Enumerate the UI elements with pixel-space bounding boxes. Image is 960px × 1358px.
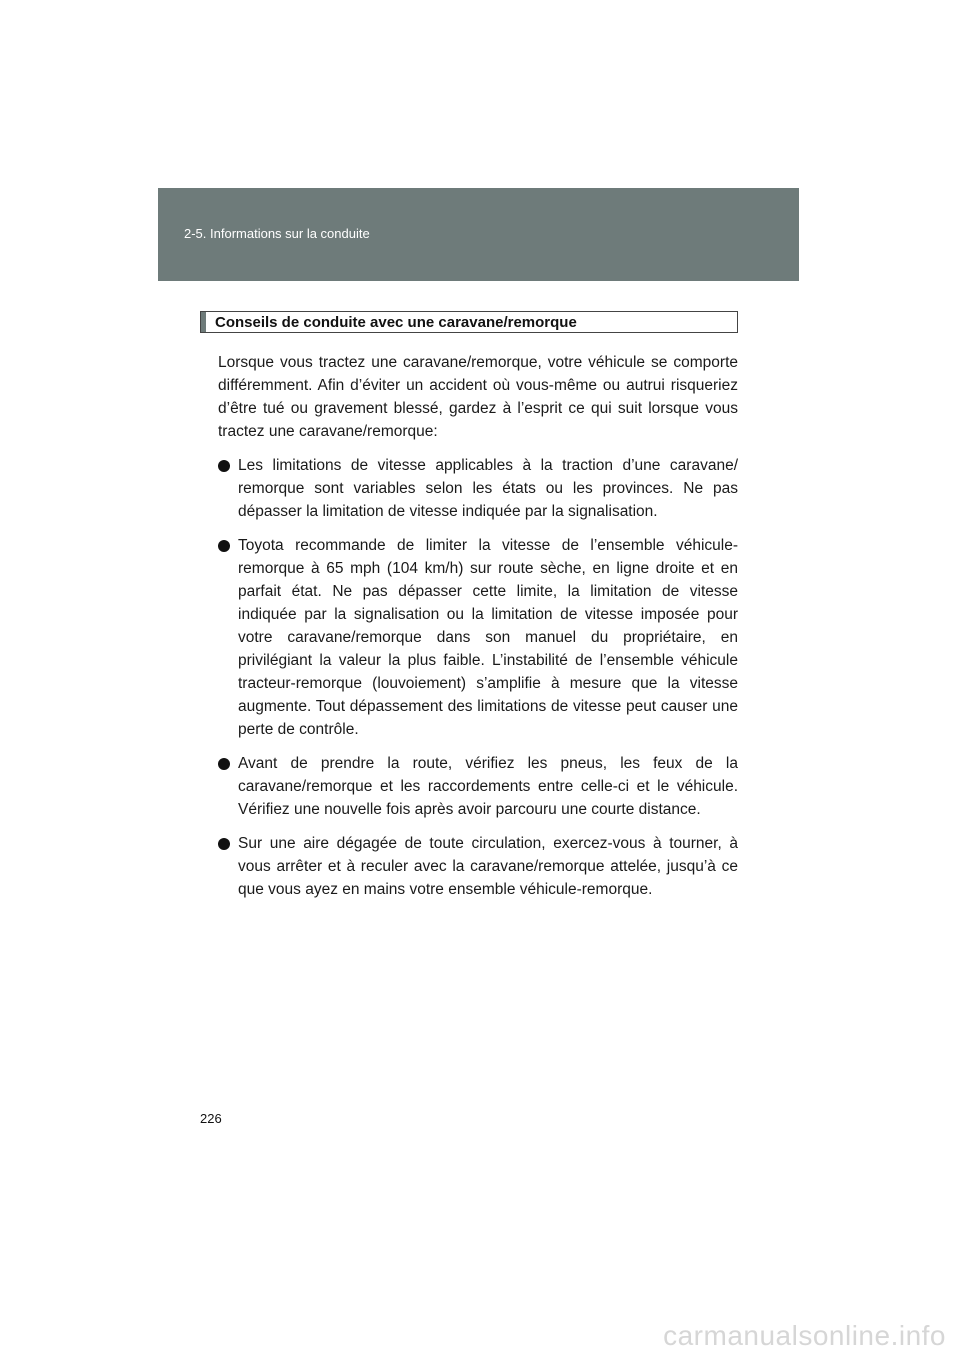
bullet-item xyxy=(218,752,738,821)
bullet-dot-icon xyxy=(218,838,230,850)
section-heading xyxy=(200,311,738,333)
page-number: 226 xyxy=(200,1111,222,1126)
bullet-text: Les limitations de vitesse applicables à la traction d’une caravane/ remorque sont variables selon les états ou les provinces. Ne pas dépasser la limitation de vitesse indiquée par la signalisation. xyxy=(238,457,738,520)
bullet-text: Avant de prendre la route, vérifiez les pneus, les feux de la caravane/remorque et les raccordements entre celle-ci et le véhicule. Vérifiez une nouvelle fois après avoir parcouru une courte distance. xyxy=(238,755,738,818)
bullet-dot-icon xyxy=(218,460,230,472)
chapter-section-label: 2-5. Informations sur la conduite xyxy=(184,226,370,241)
bullet-item xyxy=(218,534,738,741)
bullet-text: Sur une aire dégagée de toute circulation, exercez-vous à tourner, à vous arrêter et à reculer avec la caravane/remorque attelée, jusqu’à ce que vous ayez en mains votre ensemble véhicule-remorque. xyxy=(238,835,738,898)
watermark: carmanualsonline.info xyxy=(663,1320,946,1351)
intro-paragraph: Lorsque vous tractez une caravane/remorque, votre véhicule se comporte différemment. Afin d’éviter un accident où vous-même ou autrui risqueriez d’être tué ou gravement blessé, gardez à l’esprit ce qui suit lorsque vous tractez une caravane/remorque: xyxy=(218,354,738,440)
section-title: Conseils de conduite avec une caravane/remorque xyxy=(215,314,577,331)
bullet-dot-icon xyxy=(218,540,230,552)
chapter-header xyxy=(158,188,799,281)
bullet-item xyxy=(218,454,738,523)
body-content xyxy=(218,351,738,912)
bullet-item xyxy=(218,832,738,901)
bullet-text: Toyota recommande de limiter la vitesse de l’ensemble véhicule-remorque à 65 mph (104 km/h) sur route sèche, en ligne droite et en parfait état. Ne pas dépasser cette limite, la limitation de vitesse indiquée par la signalisation ou la limitation de vitesse imposée pour votre caravane/remorque dans son manuel du propriétaire, en privilégiant la valeur la plus faible. L’instabilité de l’ensemble véhicule tracteur-remorque (louvoiement) s’amplifie à mesure que la vitesse augmente. Tout dépassement des limitations de vitesse peut causer une perte de contrôle. xyxy=(238,537,738,738)
bullet-dot-icon xyxy=(218,758,230,770)
section-heading-accent xyxy=(201,312,206,332)
